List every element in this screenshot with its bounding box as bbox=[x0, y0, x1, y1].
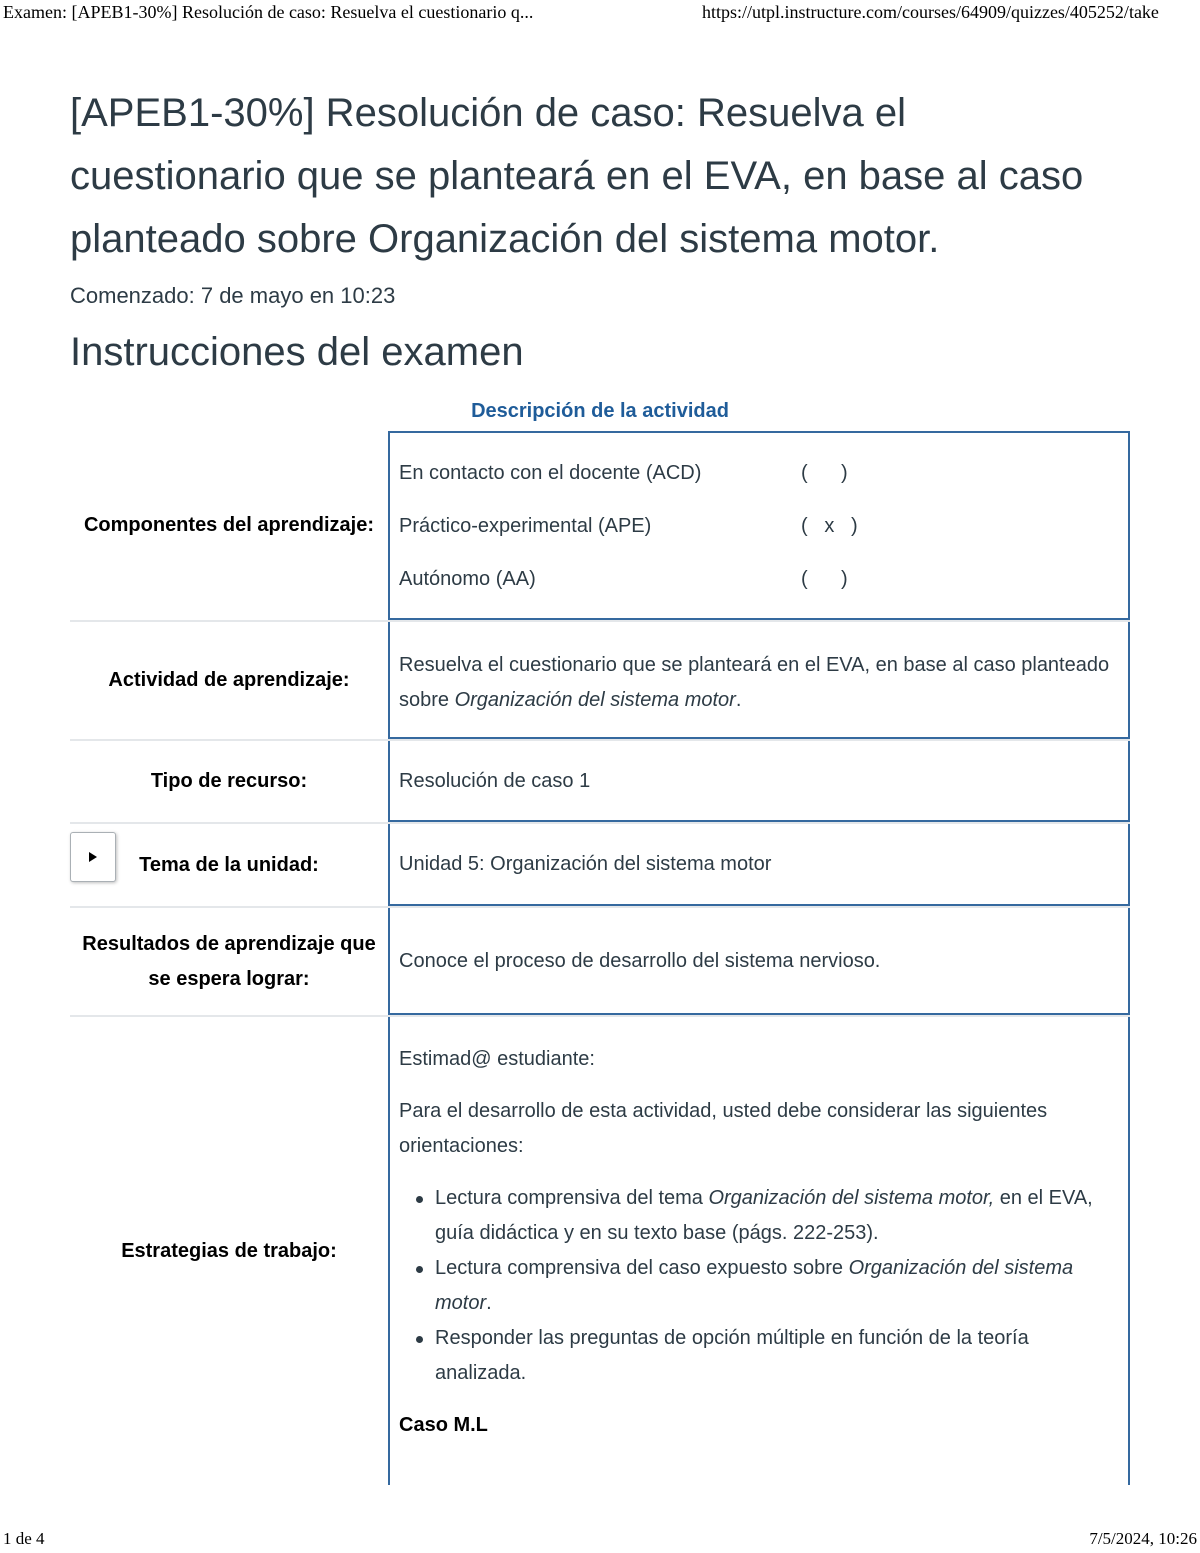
quiz-title: [APEB1-30%] Resolución de caso: Resuelva el cuestionario que se planteará en el EVA, en base al caso planteado sobre Organización del sistema motor. bbox=[70, 91, 1084, 261]
row-header: Tipo de recurso: bbox=[150, 770, 308, 792]
component-mark: ( ) bbox=[801, 462, 848, 484]
print-datetime: 7/5/2024, 10:26 bbox=[1089, 1529, 1197, 1548]
strategies-intro: Para el desarrollo de esta actividad, usted debe considerar las siguientes orientaciones: bbox=[399, 1100, 1048, 1157]
activity-end: . bbox=[735, 689, 742, 711]
component-mark: ( ) bbox=[801, 568, 848, 590]
print-url: https://utpl.instructure.com/courses/64909/quizzes/405252/take bbox=[702, 2, 1159, 22]
component-item bbox=[399, 562, 1119, 615]
print-header bbox=[0, 0, 1200, 28]
component-name: En contacto con el docente (ACD) bbox=[399, 462, 702, 484]
list-item: Lectura comprensiva del caso expuesto sobre Organización del sistema motor. bbox=[435, 1251, 1119, 1321]
list-item: Lectura comprensiva del tema Organización del sistema motor, en el EVA, guía didáctica y en su texto base (págs. 222-253). bbox=[435, 1181, 1119, 1251]
page-count: 1 de 4 bbox=[3, 1529, 45, 1548]
table-row-activity bbox=[70, 620, 1130, 739]
quiz-start-time: Comenzado: 7 de mayo en 10:23 bbox=[70, 283, 396, 308]
activity-topic: Organización del sistema motor bbox=[454, 689, 736, 711]
table-caption: Descripción de la actividad bbox=[471, 400, 729, 422]
list-item: Responder las preguntas de opción múltiple en función de la teoría analizada. bbox=[435, 1321, 1119, 1391]
instructions-heading: Instrucciones del examen bbox=[70, 330, 524, 374]
component-mark: ( x ) bbox=[801, 515, 858, 537]
component-item bbox=[399, 509, 1119, 562]
table-row-components bbox=[70, 431, 1130, 620]
toggle-button[interactable] bbox=[70, 832, 116, 882]
activity-cell bbox=[388, 622, 1130, 739]
component-name: Práctico-experimental (APE) bbox=[399, 515, 652, 537]
play-icon bbox=[89, 852, 97, 862]
components-cell bbox=[388, 431, 1130, 620]
strategies-list bbox=[399, 1181, 1119, 1391]
table-row-unit bbox=[70, 822, 1130, 906]
row-header: Componentes del aprendizaje: bbox=[83, 514, 375, 536]
table-row-resource bbox=[70, 739, 1130, 822]
unit-cell: Unidad 5: Organización del sistema motor bbox=[388, 824, 1130, 906]
strategies-cell bbox=[388, 1017, 1130, 1485]
component-name: Autónomo (AA) bbox=[399, 568, 536, 590]
component-item bbox=[399, 456, 1119, 509]
activity-description-table bbox=[70, 431, 1130, 1485]
outcomes-cell: Conoce el proceso de desarrollo del sistema nervioso. bbox=[388, 908, 1130, 1015]
table-row-strategies bbox=[70, 1015, 1130, 1485]
row-header: Resultados de aprendizaje que se espera lograr: bbox=[82, 932, 376, 990]
row-header: Tema de la unidad: bbox=[139, 853, 319, 876]
activity-text: Resuelva el cuestionario que se planteará en el EVA, en base al caso planteado sobre bbox=[399, 654, 1110, 711]
resource-cell: Resolución de caso 1 bbox=[388, 741, 1130, 822]
row-header: Estrategias de trabajo: bbox=[121, 1239, 337, 1262]
print-footer bbox=[0, 1527, 1200, 1553]
print-page-title: Examen: [APEB1-30%] Resolución de caso: Resuelva el cuestionario q... bbox=[3, 2, 534, 22]
greeting: Estimad@ estudiante: bbox=[399, 1048, 595, 1070]
case-title: Caso M.L bbox=[399, 1414, 488, 1436]
table-row-outcomes bbox=[70, 906, 1130, 1015]
row-header: Actividad de aprendizaje: bbox=[108, 669, 350, 691]
